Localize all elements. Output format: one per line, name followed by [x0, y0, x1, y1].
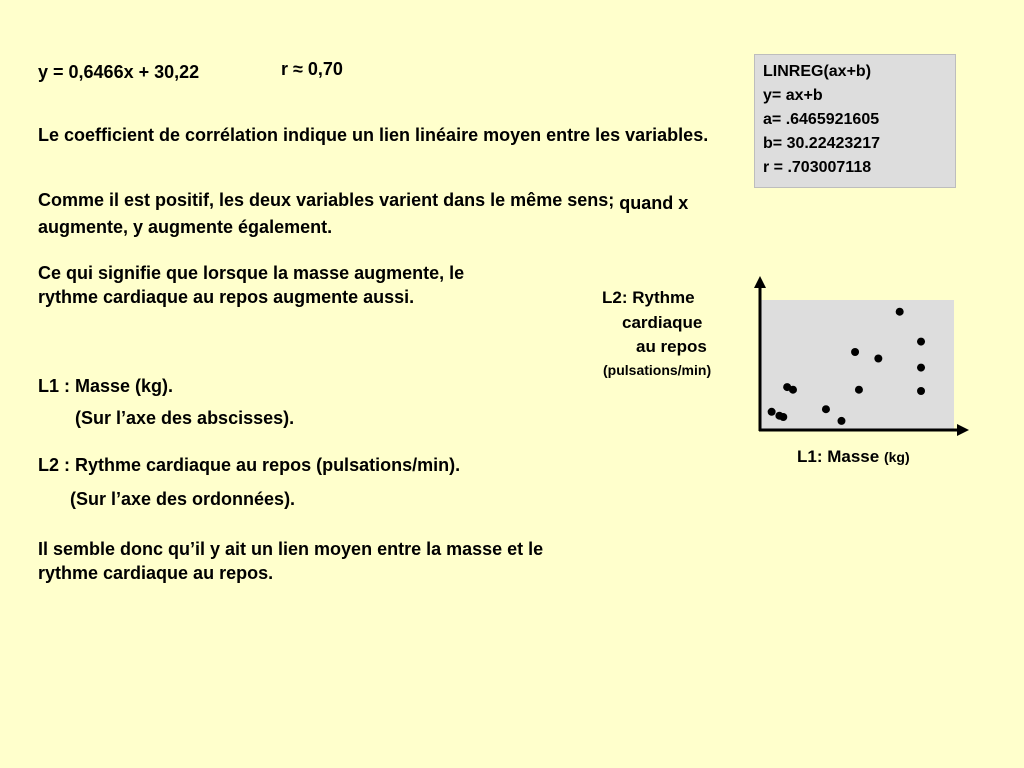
scatter-point-1 [768, 408, 776, 416]
l1-definition: L1 : Masse (kg). [38, 376, 174, 396]
y-label-line-1: L2: Rythme [602, 288, 695, 307]
paragraph-positive-part1: Comme il est positif, les deux variables varient dans le même sens; [38, 190, 615, 210]
scatter-point-13 [917, 364, 925, 372]
correlation-coefficient: r ≈ 0,70 [281, 59, 343, 79]
calc-line-model: y= ax+b [763, 87, 823, 104]
scatter-point-10 [874, 355, 882, 363]
scatter-plot [740, 270, 974, 440]
y-label-line-4: (pulsations/min) [603, 362, 712, 378]
y-label-line-2: cardiaque [622, 313, 703, 332]
paragraph-meaning: Ce qui signifie que lorsque la masse augmente, le rythme cardiaque au repos augmente aussi. [38, 263, 465, 307]
x-label-unit: (kg) [883, 449, 910, 465]
scatter-point-6 [822, 405, 830, 413]
scatter-point-7 [837, 417, 845, 425]
calc-line-b: b= 30.22423217 [763, 135, 880, 152]
y-axis-arrow [754, 276, 766, 288]
scatter-point-14 [917, 387, 925, 395]
x-label-text: L1: Masse [797, 447, 880, 466]
scatter-point-8 [851, 348, 859, 356]
calc-line-title: LINREG(ax+b) [763, 63, 872, 80]
calc-line-a: a= .6465921605 [763, 111, 880, 128]
y-label-line-3: au repos [636, 337, 707, 356]
x-axis-arrow [957, 424, 969, 436]
regression-equation: y = 0,6466x + 30,22 [38, 62, 200, 82]
l2-definition: L2 : Rythme cardiaque au repos (pulsations/min). [38, 455, 461, 475]
paragraph-correlation: Le coefficient de corrélation indique un lien linéaire moyen entre les variables. [38, 125, 709, 145]
plot-area [760, 300, 954, 430]
scatter-point-11 [896, 308, 904, 316]
calculator-linreg-output [754, 54, 956, 188]
scatter-point-5 [789, 386, 797, 394]
conclusion: Il semble donc qu’il y ait un lien moyen entre la masse et le rythme cardiaque au repos. [38, 539, 544, 583]
l1-axis-note: (Sur l’axe des abscisses). [75, 408, 295, 428]
calc-line-r: r = .703007118 [763, 159, 872, 176]
scatter-point-3 [779, 413, 787, 421]
plot-x-axis-label [797, 447, 910, 467]
scatter-point-12 [917, 338, 925, 346]
scatter-point-9 [855, 386, 863, 394]
paragraph-positive-part2: quand x augmente, y augmente également. [38, 193, 689, 237]
paragraph-positive [38, 188, 738, 236]
l2-axis-note: (Sur l’axe des ordonnées). [70, 489, 296, 509]
